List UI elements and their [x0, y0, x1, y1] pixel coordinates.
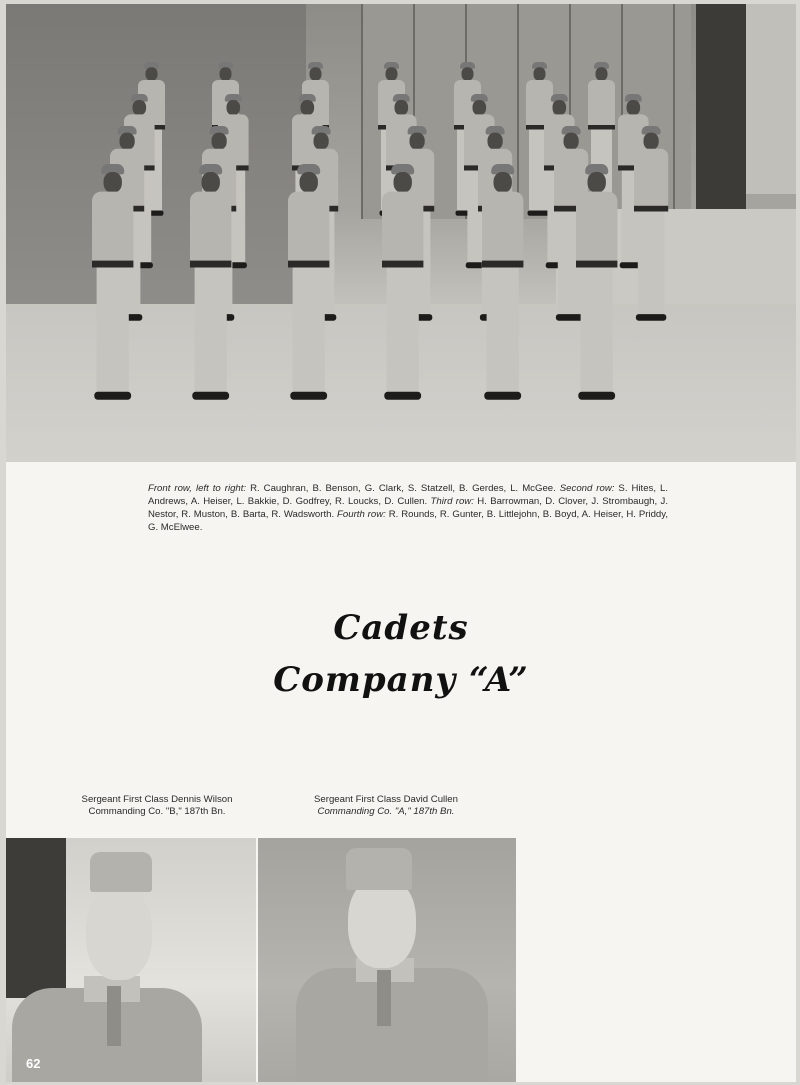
yearbook-page — [6, 4, 796, 1082]
cadet-legs — [293, 268, 325, 395]
group-photo — [6, 4, 796, 462]
cadet-shoes — [94, 392, 131, 400]
photo-pillar — [696, 4, 746, 209]
portrait-tie — [377, 970, 391, 1026]
cadet-legs — [195, 268, 227, 395]
cadet-torso — [288, 192, 329, 263]
cadet-torso — [576, 192, 617, 263]
cadet-head — [227, 100, 241, 115]
portrait-label-right — [296, 794, 476, 818]
cadet-head — [310, 67, 322, 81]
page-number: 62 — [26, 1056, 41, 1071]
portrait-role-right: Commanding Co. "A," 187th Bn. — [317, 806, 455, 817]
cadet-shoes — [384, 392, 421, 400]
cadet-torso — [190, 192, 231, 263]
cadet-head — [473, 100, 487, 115]
cadet-head — [564, 133, 579, 150]
cadet-belt — [190, 261, 231, 268]
portrait-label-left — [62, 794, 252, 818]
cadet-head — [220, 67, 232, 81]
cadet-head — [202, 172, 220, 193]
portrait-name-left: Sergeant First Class Dennis Wilson — [81, 794, 233, 805]
cadet-head — [212, 133, 227, 150]
cadet-belt — [482, 261, 523, 268]
portrait-cap — [346, 848, 412, 890]
cadet-shoes — [578, 392, 615, 400]
cadet-torso — [482, 192, 523, 263]
cadet-legs — [581, 268, 613, 395]
cadet-head — [146, 67, 158, 81]
cadet-legs — [97, 268, 129, 395]
caption-second-names: S. Hites, L. Andrews, A. Heiser, L. Bakkie, D. Godfrey, R. Loucks, D. Cullen. — [148, 483, 668, 507]
cadet-head — [301, 100, 315, 115]
cadet-head — [395, 100, 409, 115]
cadet-shoes — [636, 314, 666, 321]
cadet-head — [120, 133, 135, 150]
portrait-name-right: Sergeant First Class David Cullen — [314, 794, 458, 805]
cadet-head — [627, 100, 641, 115]
cadet-head — [488, 133, 503, 150]
cadet-belt — [92, 261, 133, 268]
photo-wall-right — [746, 4, 796, 194]
caption-third-label: Third row: — [430, 496, 474, 507]
cadet-head — [410, 133, 425, 150]
cadet-torso — [634, 149, 668, 208]
cadet-shoes — [290, 392, 327, 400]
portrait-photo-right — [258, 838, 516, 1082]
cadet-legs — [387, 268, 419, 395]
caption-second-label: Second row: — [559, 483, 615, 494]
cadet-head — [394, 172, 412, 193]
portrait-cap — [90, 852, 152, 892]
cadet-head — [494, 172, 512, 193]
cadet-legs — [487, 268, 519, 395]
cadet-head — [644, 133, 659, 150]
cadet-torso — [92, 192, 133, 263]
cadet-shoes — [192, 392, 229, 400]
caption-front-label: Front row, left to right: — [148, 483, 247, 494]
portrait-shirt — [296, 968, 488, 1082]
cadet-shoes — [484, 392, 521, 400]
cadet-head — [588, 172, 606, 193]
page-title-line1: Cadets — [333, 608, 469, 648]
caption-third-names: H. Barrowman, D. Clover, J. Strombaugh, J. Nestor, R. Muston, B. Barta, R. Wadsworth. — [148, 496, 668, 520]
photo-caption — [148, 482, 668, 534]
cadet-head — [534, 67, 546, 81]
cadet-torso — [588, 80, 615, 127]
cadet-belt — [382, 261, 423, 268]
cadet-torso — [382, 192, 423, 263]
cadet-belt — [576, 261, 617, 268]
cadet-head — [133, 100, 147, 115]
cadet-head — [553, 100, 567, 115]
cadet-head — [314, 133, 329, 150]
cadet-head — [300, 172, 318, 193]
cadet-belt — [288, 261, 329, 268]
cadet-head — [462, 67, 474, 81]
cadet-head — [596, 67, 608, 81]
caption-fourth-names: R. Rounds, R. Gunter, B. Littlejohn, B. Boyd, A. Heiser, H. Priddy, G. McElwee. — [148, 509, 668, 533]
caption-front-names: R. Caughran, B. Benson, G. Clark, S. Statzell, B. Gerdes, L. McGee. — [246, 483, 560, 494]
caption-fourth-label: Fourth row: — [337, 509, 386, 520]
portrait-photo-left — [6, 838, 256, 1082]
portrait-face — [86, 886, 152, 980]
portrait-tie — [107, 986, 121, 1046]
cadet-head — [386, 67, 398, 81]
cadet-head — [104, 172, 122, 193]
cadet-legs — [638, 212, 665, 317]
portrait-role-left: Commanding Co. "B," 187th Bn. — [88, 806, 226, 817]
page-title-line2: Company “A” — [273, 660, 529, 700]
portrait-backdrop — [6, 838, 66, 998]
